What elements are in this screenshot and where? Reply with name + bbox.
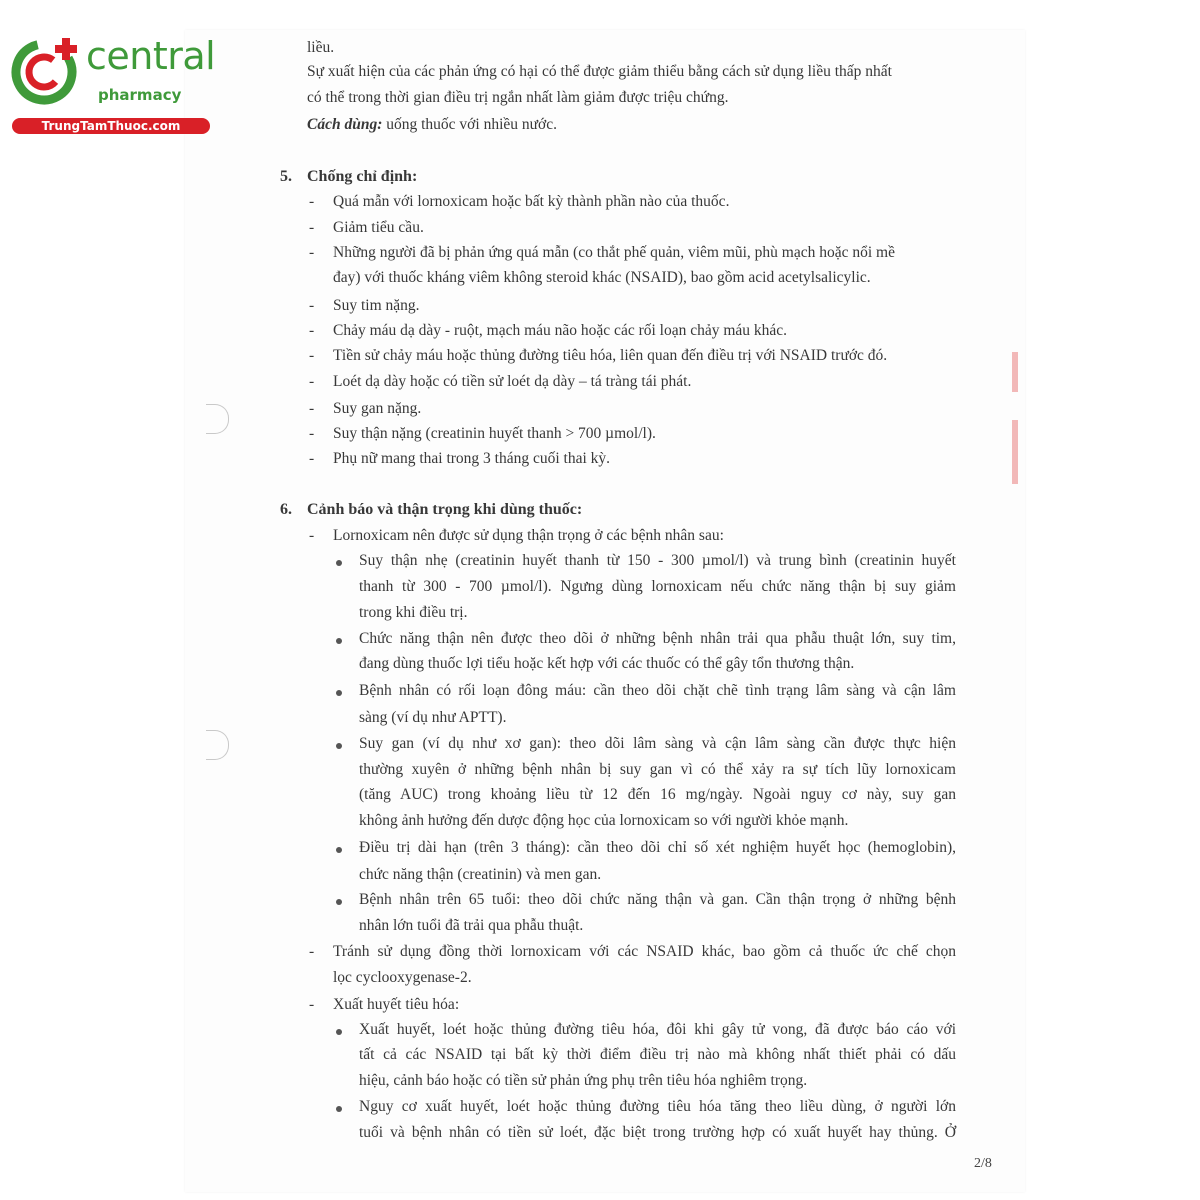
usage-text: uống thuốc với nhiều nước. [382, 116, 557, 133]
list-item: Phụ nữ mang thai trong 3 tháng cuối thai kỳ. [333, 450, 611, 467]
bullet-dot [336, 1106, 342, 1112]
list-item: Xuất huyết tiêu hóa: [333, 996, 460, 1013]
section-6-number: 6. [280, 501, 292, 518]
bullet-line: thanh từ 300 - 700 µmol/l). Ngưng dùng lornoxicam nếu chức năng thận bị suy giảm [359, 578, 956, 595]
dash-marker: - [309, 943, 315, 960]
bullet-line: trong khi điều trị. [359, 604, 468, 621]
list-item: Suy thận nặng (creatinin huyết thanh > 700 µmol/l). [333, 425, 656, 442]
bullet-line: nhân lớn tuổi đã trải qua phẫu thuật. [359, 917, 584, 934]
text-line: Sự xuất hiện của các phản ứng có hại có thể được giảm thiểu bằng cách sử dụng liều thấp nhất [307, 63, 892, 80]
section-5-number: 5. [280, 168, 292, 185]
list-item: Loét dạ dày hoặc có tiền sử loét dạ dày – tá tràng tái phát. [333, 373, 692, 390]
logo-site-link[interactable]: TrungTamThuoc.com [12, 118, 210, 134]
bullet-dot [336, 560, 342, 566]
bullet-line: hiệu, cảnh báo hoặc có tiền sử phản ứng phụ trên tiêu hóa nghiêm trọng. [359, 1072, 808, 1089]
bullet-line: Suy gan (ví dụ như xơ gan): theo dõi lâm sàng và cận lâm sàng cần được thực hiện [359, 735, 956, 752]
page-number: 2/8 [974, 1156, 992, 1171]
list-item: Tránh sử dụng đồng thời lornoxicam với các NSAID khác, bao gồm cả thuốc ức chế chọn [333, 943, 956, 960]
dash-marker: - [309, 322, 315, 339]
bullet-dot [336, 690, 342, 696]
text-line: liều. [307, 39, 335, 56]
bullet-line: Nguy cơ xuất huyết, loét hoặc thủng đường tiêu hóa tăng theo liều dùng, ở người lớn [359, 1098, 956, 1115]
bullet-line: sàng (ví dụ như APTT). [359, 709, 507, 726]
list-item: Những người đã bị phản ứng quá mẫn (co thắt phế quản, viêm mũi, phù mạch hoặc nổi mề [333, 244, 895, 261]
bullet-line: tuổi và bệnh nhân có tiền sử loét, đặc biệt trong trường hợp có xuất huyết hay thủng. Ở [359, 1124, 956, 1141]
usage-line [307, 115, 557, 135]
list-item: Lornoxicam nên được sử dụng thận trọng ở các bệnh nhân sau: [333, 527, 724, 544]
bullet-line: Xuất huyết, loét hoặc thủng đường tiêu hóa, đôi khi gây tử vong, đã được báo cáo với [359, 1021, 956, 1038]
text-line: có thể trong thời gian điều trị ngắn nhất làm giảm được triệu chứng. [307, 89, 729, 106]
bullet-line: thường xuyên ở những bệnh nhân bị suy gan vì có thể xảy ra sự tích lũy lornoxicam [359, 761, 956, 778]
dash-marker: - [309, 193, 315, 210]
bullet-dot [336, 1029, 342, 1035]
bullet-line: (tăng AUC) trong khoảng liều từ 12 đến 16 mg/ngày. Ngoài nguy cơ này, suy gan [359, 786, 956, 803]
dash-marker: - [309, 297, 315, 314]
list-item: Giảm tiểu cầu. [333, 219, 424, 236]
list-item-cont: đay) với thuốc kháng viêm không steroid khác (NSAID), bao gồm acid acetylsalicylic. [333, 269, 871, 286]
list-item: Suy gan nặng. [333, 400, 422, 417]
bullet-line: Suy thận nhẹ (creatinin huyết thanh từ 150 - 300 µmol/l) và trung bình (creatinin huyết [359, 552, 956, 569]
logo-subtitle: pharmacy [98, 86, 182, 104]
list-item-cont: lọc cyclooxygenase-2. [333, 969, 472, 986]
list-item: Chảy máu dạ dày - ruột, mạch máu não hoặc các rối loạn chảy máu khác. [333, 322, 788, 339]
bullet-line: Bệnh nhân có rối loạn đông máu: cần theo dõi chặt chẽ tình trạng lâm sàng và cận lâm [359, 682, 956, 699]
list-item: Suy tim nặng. [333, 297, 420, 314]
list-item: Quá mẫn với lornoxicam hoặc bất kỳ thành phần nào của thuốc. [333, 193, 730, 210]
bullet-dot [336, 899, 342, 905]
dash-marker: - [309, 527, 315, 544]
dash-marker: - [309, 400, 315, 417]
bullet-line: Chức năng thận nên được theo dõi ở những bệnh nhân trải qua phẫu thuật lớn, suy tim, [359, 630, 956, 647]
bullet-line: Bệnh nhân trên 65 tuổi: theo dõi chức năng thận và gan. Cần thận trọng ở những bệnh [359, 891, 956, 908]
dash-marker: - [309, 425, 315, 442]
bullet-line: đang dùng thuốc lợi tiểu hoặc kết hợp với các thuốc có thể gây tổn thương thận. [359, 655, 855, 672]
dash-marker: - [309, 996, 315, 1013]
usage-label: Cách dùng: [307, 116, 383, 133]
bullet-dot [336, 847, 342, 853]
section-5-title: Chống chỉ định: [307, 168, 418, 185]
bullet-line: không ảnh hưởng đến dược động học của lornoxicam so với người khỏe mạnh. [359, 812, 849, 829]
bullet-line: tất cả các NSAID tại bất kỳ thời điểm điều trị nào mà không nhất thiết phải có dấu [359, 1046, 956, 1063]
dash-marker: - [309, 244, 315, 261]
dash-marker: - [309, 219, 315, 236]
bullet-line: chức năng thận (creatinin) và men gan. [359, 866, 602, 883]
section-6-title: Cảnh báo và thận trọng khi dùng thuốc: [307, 501, 583, 518]
list-item: Tiền sử chảy máu hoặc thủng đường tiêu hóa, liên quan đến điều trị với NSAID trước đó. [333, 347, 888, 364]
bullet-dot [336, 638, 342, 644]
bullet-dot [336, 743, 342, 749]
dash-marker: - [309, 373, 315, 390]
bullet-line: Điều trị dài hạn (trên 3 tháng): cần theo dõi chỉ số xét nghiệm huyết học (hemoglobin), [359, 839, 956, 856]
logo-wordmark: central [86, 34, 216, 78]
dash-marker: - [309, 347, 315, 364]
dash-marker: - [309, 450, 315, 467]
